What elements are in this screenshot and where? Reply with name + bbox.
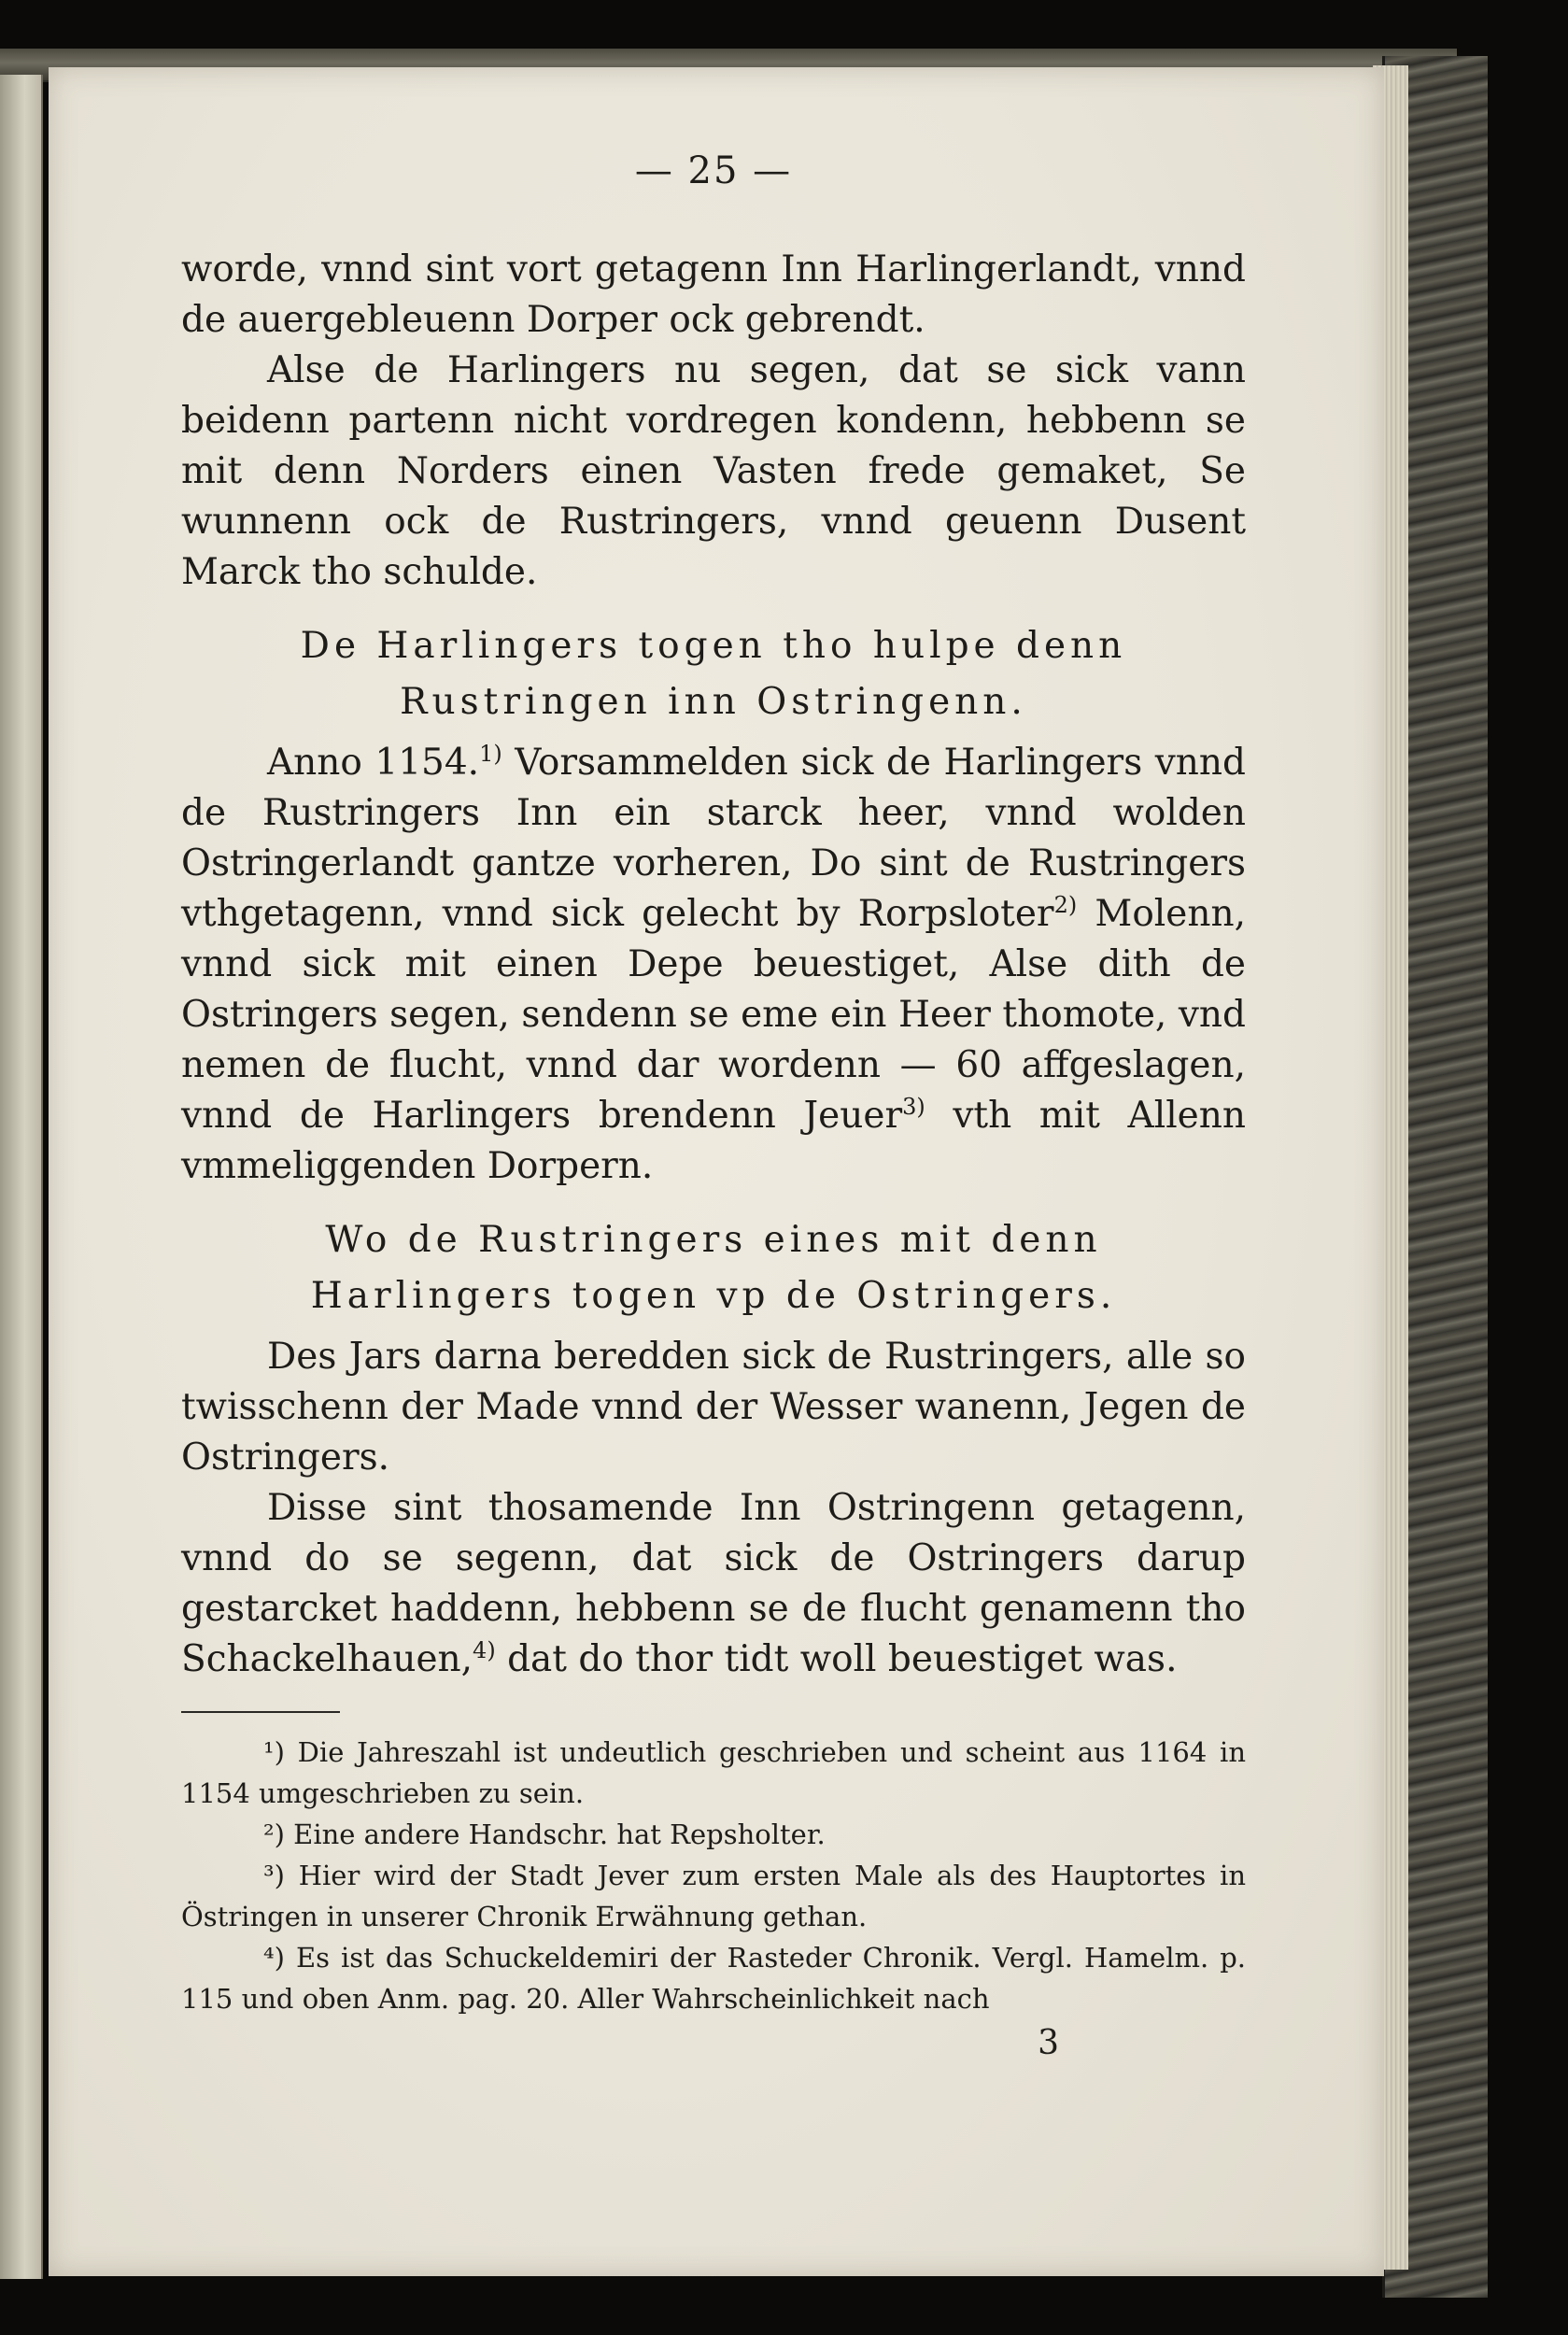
section-heading-1 [181, 618, 1246, 730]
facing-page-edge [0, 75, 43, 2279]
footnote-ref-3: 3) [902, 1094, 925, 1120]
paragraph-3 [181, 738, 1246, 1192]
book-page [49, 67, 1384, 2276]
footnote-ref-2: 2) [1053, 892, 1078, 918]
page-number: — 25 — [634, 149, 793, 192]
paragraph-3-part-d: vth mit Allenn vmmeliggenden Dorpern. [181, 1095, 1246, 1187]
section-heading-2-line-1: Wo de Rustringers eines mit denn [325, 1219, 1102, 1261]
paragraph-5-part-b: dat do thor tidt woll beuestiget was. [495, 1638, 1178, 1680]
paragraph-4: Des Jars darna beredden sick de Rustringers, alle so twisschenn der Made vnnd der Wesser wanenn, Jegen de Ostringers. [181, 1336, 1246, 1479]
paragraph-5-part-a: Disse sint thosamende Inn Ostringenn getagenn, vnnd do se segenn, dat sick de Ostringers darup gestarcket haddenn, hebbenn se de flucht genamenn tho Schackelhauen, [181, 1487, 1246, 1680]
footnote-divider [181, 1711, 340, 1713]
section-heading-2 [181, 1212, 1246, 1324]
footnote-1: ¹) Die Jahreszahl ist undeutlich geschrieben und scheint aus 1164 in 1154 umgeschrieben zu sein. [181, 1736, 1246, 1809]
section-heading-2-line-2: Harlingers togen vp de Ostringers. [310, 1275, 1117, 1317]
footnote-ref-1: 1) [479, 741, 502, 767]
section-heading-1-line-2: Rustringen inn Ostringenn. [400, 681, 1027, 723]
signature-mark: 3 [1038, 2024, 1059, 2062]
paragraph-2: Alse de Harlingers nu segen, dat se sick vann beidenn partenn nicht vordregen kondenn, hebbenn se mit denn Norders einen Vasten frede gemaket, Se wunnenn ock de Rustringers, vnnd geuenn Dusent Marck tho schulde. [181, 349, 1246, 593]
paragraph-3-part-a: Anno 1154. [267, 742, 480, 784]
footnote-2: ²) Eine andere Handschr. hat Repsholter. [263, 1818, 826, 1850]
page-body [181, 245, 1246, 2062]
footnote-3: ³) Hier wird der Stadt Jever zum ersten Male als des Hauptortes in Östringen in unserer Chronik Erwähnung gethan. [181, 1860, 1246, 1932]
footnote-ref-4: 4) [473, 1637, 496, 1663]
paragraph-1: worde, vnnd sint vort getagenn Inn Harlingerlandt, vnnd de auergebleuenn Dorper ock gebrendt. [181, 248, 1246, 341]
footnote-4: ⁴) Es ist das Schuckeldemiri der Rasteder Chronik. Vergl. Hamelm. p. 115 und oben Anm. pag. 20. Aller Wahrscheinlichkeit nach [181, 1942, 1246, 2015]
paragraph-3-part-c: Molenn, vnnd sick mit einen Depe beuestiget, Alse dith de Ostringers segen, sendenn se eme ein Heer thomote, vnd nemen de flucht, vnnd dar wordenn — 60 affgeslagen, vnnd de Harlingers brendenn Jeuer [181, 893, 1246, 1137]
paragraph-3-part-b: Vorsammelden sick de Harlingers vnnd de Rustringers Inn ein starck heer, vnnd wolden Ostringerlandt gantze vorheren, Do sint de Rustringers vthgetagenn, vnnd sick gelecht by Rorpsloter [181, 742, 1246, 935]
paragraph-5 [181, 1483, 1246, 1685]
section-heading-1-line-1: De Harlingers togen tho hulpe denn [300, 625, 1127, 667]
